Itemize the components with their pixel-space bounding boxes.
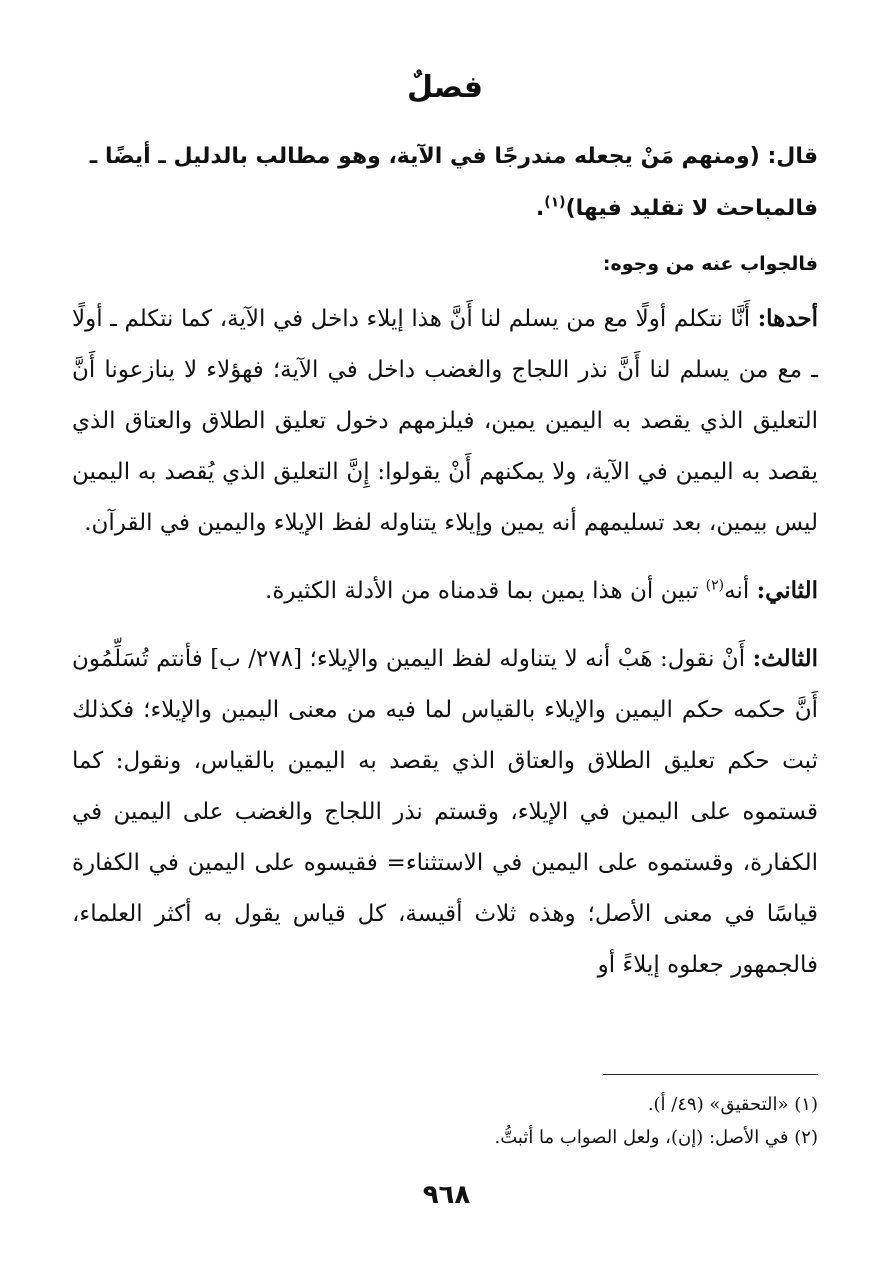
section-title: فصلٌ (407, 70, 483, 105)
quote-text: (ومنهم مَنْ يجعله مندرجًا في الآية، وهو مطالب بالدليل ـ أيضًا ـ فالمباحث لا تقليد فيها) (89, 144, 818, 221)
paragraph-second-label: الثاني: (756, 577, 818, 604)
quote-end: . (535, 196, 545, 221)
quote-label: قال: (767, 144, 818, 169)
page-number: ٩٦٨ (422, 1180, 471, 1210)
paragraph-second-pre: أنه (724, 578, 757, 604)
paragraph-first (72, 293, 818, 549)
footnote-ref-2[interactable]: (٢) (705, 577, 725, 594)
paragraph-third-text: أَنْ نقول: هَبْ أنه لا يتناوله لفظ اليمين والإيلاء؛ [٢٧٨/ ب] فأنتم تُسَلِّمُون أَنَّ حكمه حكم اليمين والإيلاء بالقياس لما فيه من معنى اليمين والإيلاء؛ فكذلك ثبت حكم تعليق الطلاق والعتاق الذي يقصد به اليمين بالقياس، ونقول: كما قستموه على اليمين في الإيلاء، وقستم نذر اللجاج والغضب على اليمين في الكفارة، وقستموه على اليمين في الاستثناء= فقيسوه على اليمين في الكفارة قياسًا في معنى الأصل؛ وهذه ثلاث أقيسة، كل قياس يقول به أكثر العلماء، فالجمهور جعلوه إيلاءً أو (72, 646, 818, 978)
answer-heading: فالجواب عنه من وجوه: (602, 253, 818, 275)
paragraph-first-text: أَنَّا نتكلم أولًا مع من يسلم لنا أَنَّ هذا إيلاء داخل في الآية، كما نتكلم ـ أولًا ـ مع من يسلم لنا أَنَّ نذر اللجاج والغضب داخل في الآية؛ فهؤلاء لا ينازعونا أَنَّ التعليق الذي يقصد به اليمين يمين، فيلزمهم دخول تعليق الطلاق والعتاق الذي يقصد به اليمين في الآية، ولا يمكنهم أَنْ يقولوا: إِنَّ التعليق الذي يُقصد به اليمين ليس بيمين، بعد تسليمهم أنه يمين وإيلاء يتناوله لفظ الإيلاء واليمين في القرآن. (72, 306, 818, 536)
paragraph-third-label: الثالث: (752, 645, 819, 672)
paragraph-third (72, 633, 818, 991)
quote-paragraph (72, 131, 818, 235)
paragraph-first-label: أحدها: (757, 305, 818, 332)
footnote-divider (603, 1074, 818, 1075)
page-body (72, 70, 818, 991)
footnote-1: (١) «التحقيق» (٤٩/ أ). (647, 1094, 818, 1115)
paragraph-second (72, 565, 818, 617)
footnote-ref-1[interactable]: (١) (544, 194, 566, 211)
footnotes (78, 1088, 818, 1154)
paragraph-second-text: تبين أن هذا يمين بما قدمناه من الأدلة الكثيرة. (265, 578, 706, 604)
footnote-2: (٢) في الأصل: (إن)، ولعل الصواب ما أثبتُّ. (494, 1127, 818, 1148)
